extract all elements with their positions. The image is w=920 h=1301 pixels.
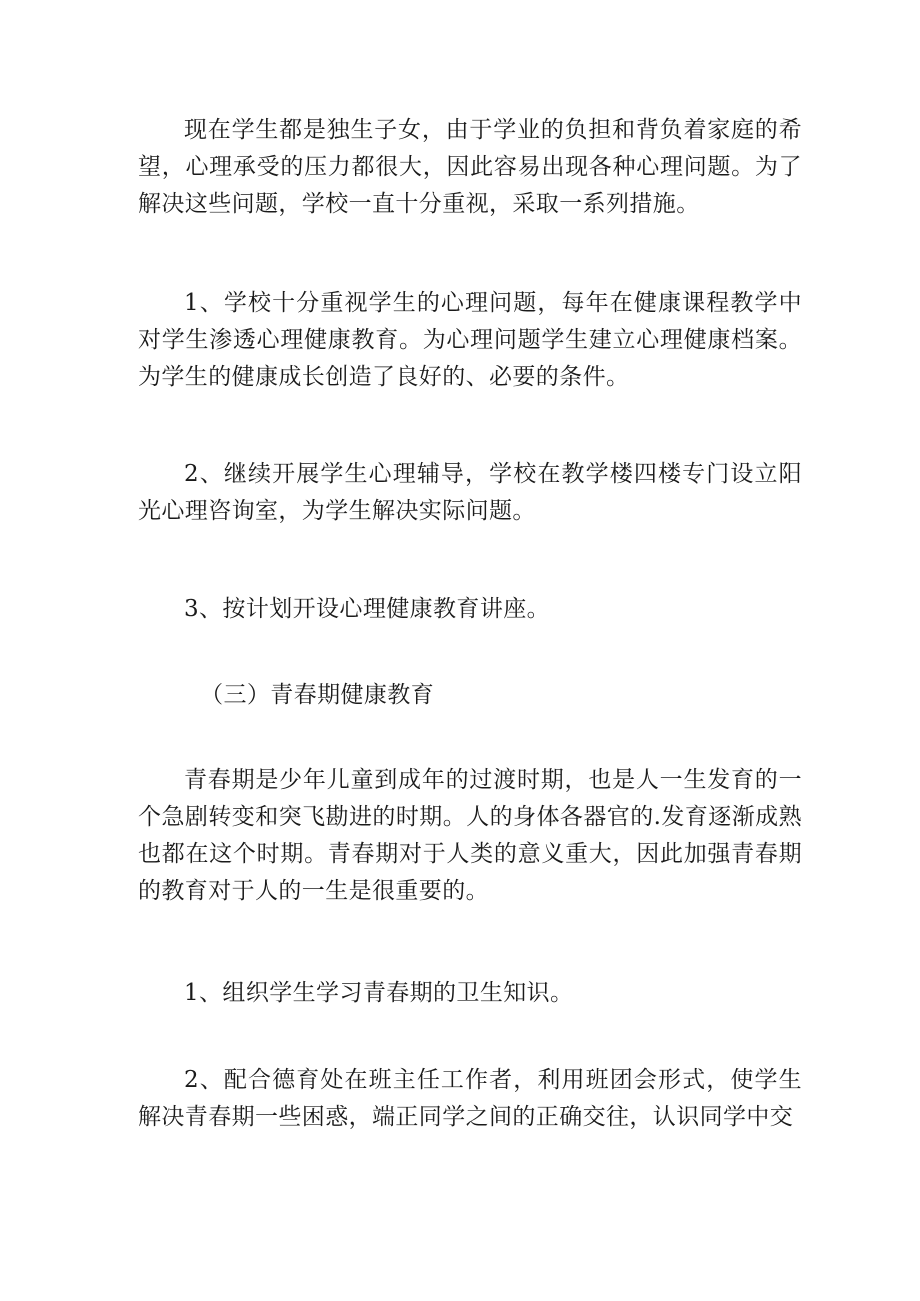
paragraph-item-2-class-meetings: 2、配合德育处在班主任工作者，利用班团会形式，使学生解决青春期一些困惑，端正同学之间的正确交往，认识同学中交: [138, 1067, 802, 1130]
paragraph-student-pressure: 现在学生都是独生子女，由于学业的负担和背负着家庭的希望，心理承受的压力都很大，因此容易出现各种心理问题。为了解决这些问题，学校一直十分重视，采取一系列措施。: [138, 117, 802, 217]
paragraph-item-1-hygiene: 1、组织学生学习青春期的卫生知识。: [184, 980, 574, 1006]
paragraph-item-1-psych-files: 1、学校十分重视学生的心理问题，每年在健康课程教学中对学生渗透心理健康教育。为心理问题学生建立心理健康档案。为学生的健康成长创造了良好的、必要的条件。: [138, 290, 802, 390]
paragraph-adolescence-intro: 青春期是少年儿童到成年的过渡时期，也是人一生发育的一个急剧转变和突飞勘进的时期。人的身体各器官的.发育逐渐成熟也都在这个时期。青春期对于人类的意义重大，因此加强青春期的教育对于人的一生是很重要的。: [138, 767, 802, 904]
section-heading-adolescence: （三）青春期健康教育: [200, 682, 435, 708]
paragraph-item-3-lectures: 3、按计划开设心理健康教育讲座。: [184, 596, 551, 622]
paragraph-item-2-counseling-room: 2、继续开展学生心理辅导，学校在教学楼四楼专门设立阳光心理咨询室，为学生解决实际问题。: [138, 461, 802, 524]
